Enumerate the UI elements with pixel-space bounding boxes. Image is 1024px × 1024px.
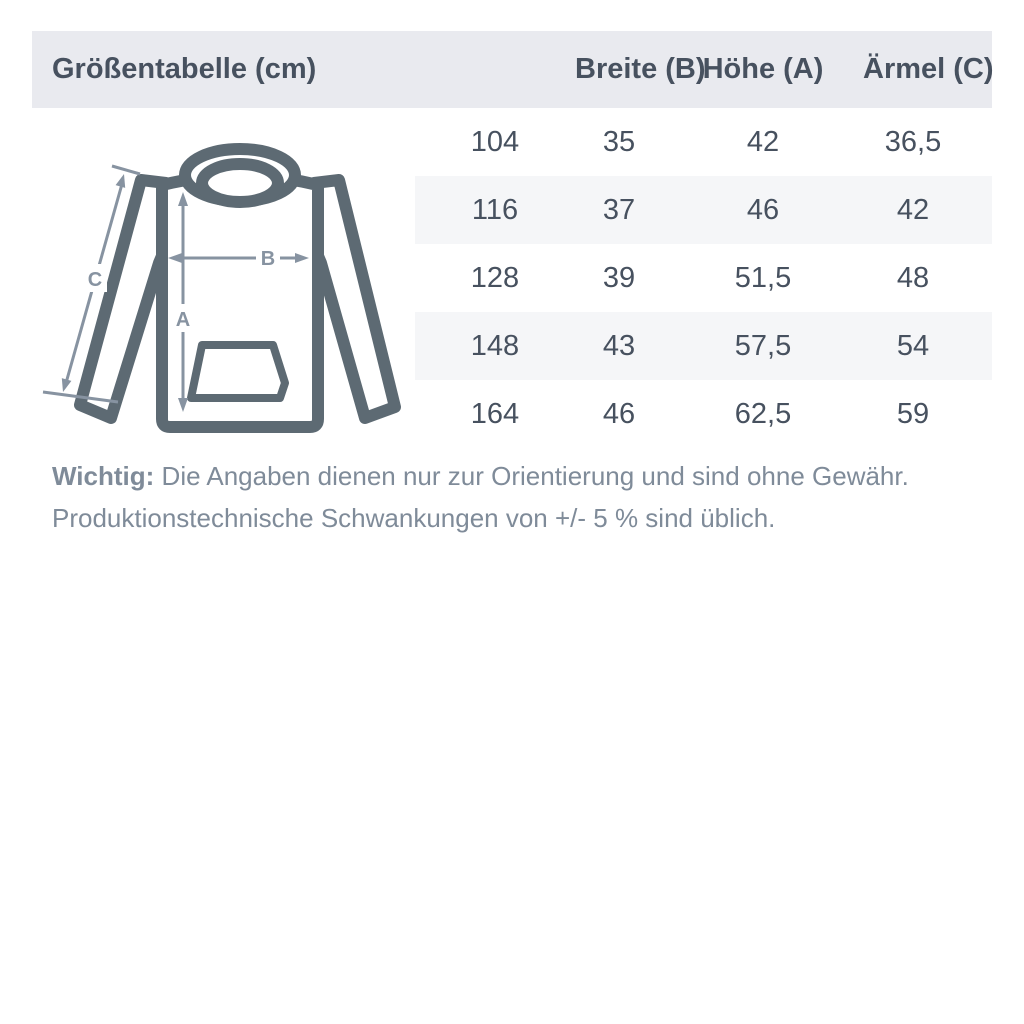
column-header-hoehe: Höhe (A) [702, 53, 824, 85]
table-row [415, 380, 992, 448]
label-a: A [175, 309, 191, 331]
arrow-c-head-top [116, 174, 126, 188]
cell-breite: 46 [602, 397, 636, 430]
cell-hoehe: 62,5 [734, 397, 792, 430]
cell-size: 164 [470, 397, 520, 430]
cell-size: 116 [471, 193, 519, 226]
note-text-1: Die Angaben dienen nur zur Orientierung und sind ohne Gewähr. [161, 461, 909, 491]
note-text-2: Produktionstechnische Schwankungen von +/- 5 % sind üblich. [52, 503, 776, 533]
cell-aermel: 42 [896, 193, 930, 226]
label-b: B [260, 248, 276, 270]
column-header-breite: Breite (B) [575, 53, 706, 85]
hoodie-pocket-icon [191, 345, 285, 398]
hoodie-measurement-diagram [35, 130, 405, 445]
table-header [32, 31, 992, 108]
table-row [415, 176, 992, 244]
cell-hoehe: 46 [746, 193, 780, 226]
column-header-aermel: Ärmel (C) [863, 53, 994, 85]
note-label: Wichtig: [52, 461, 155, 491]
cell-hoehe: 42 [746, 125, 780, 158]
cell-aermel: 54 [896, 329, 930, 362]
size-table [415, 108, 992, 448]
cell-hoehe: 57,5 [734, 329, 792, 362]
table-row [415, 312, 992, 380]
disclaimer-note [52, 455, 992, 539]
cell-hoehe: 51,5 [734, 261, 792, 294]
cell-breite: 43 [602, 329, 636, 362]
cell-aermel: 59 [896, 397, 930, 430]
hoodie-hood-inner-icon [202, 164, 278, 202]
cell-size: 128 [470, 261, 520, 294]
note-line-1 [52, 455, 992, 497]
arrow-c-tick-top [112, 166, 140, 174]
column-headers [575, 31, 994, 108]
page-title: Größentabelle (cm) [52, 53, 317, 85]
arrow-c-head-bottom [62, 378, 72, 392]
table-row [415, 108, 992, 176]
label-c: C [87, 269, 103, 291]
cell-breite: 35 [602, 125, 636, 158]
cell-breite: 37 [602, 193, 636, 226]
cell-breite: 39 [602, 261, 636, 294]
cell-size: 148 [470, 329, 520, 362]
cell-aermel: 36,5 [884, 125, 942, 158]
cell-aermel: 48 [896, 261, 930, 294]
table-row [415, 244, 992, 312]
cell-size: 104 [470, 125, 520, 158]
